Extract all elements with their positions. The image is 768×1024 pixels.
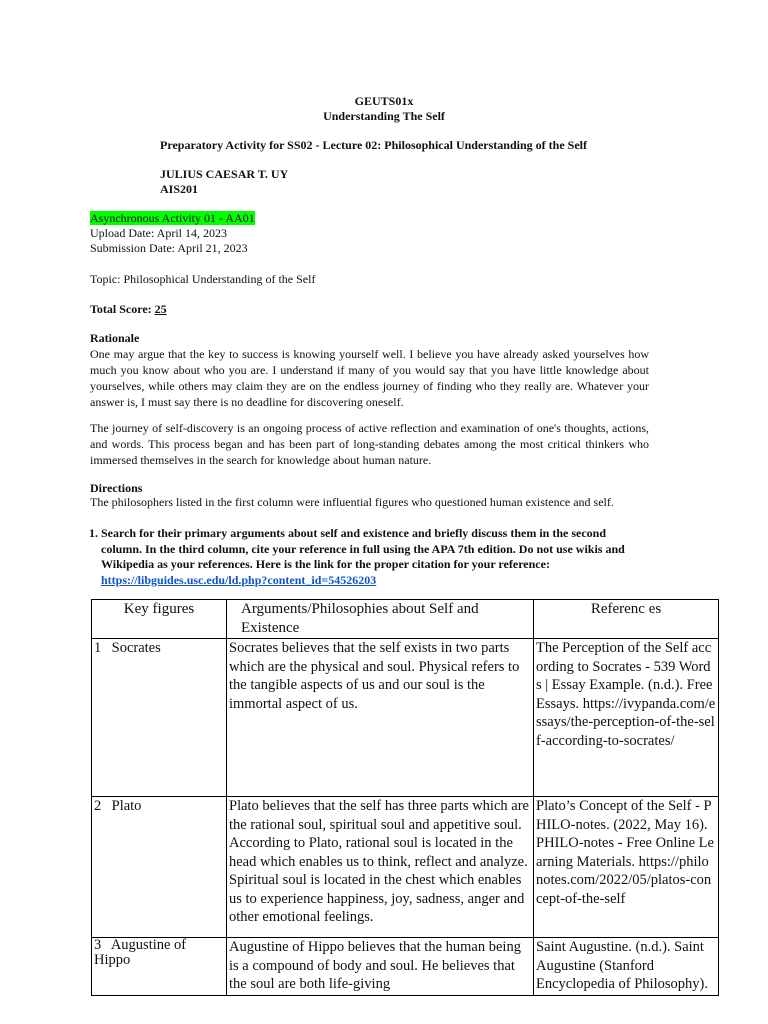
course-code: GEUTS01x [354,94,414,108]
submission-date: Submission Date: April 21, 2023 [90,241,248,255]
argument-cell[interactable]: Augustine of Hippo believes that the human being is a compound of body and soul. He believes that the soul are both life-giving [227,938,534,996]
course-title: Understanding The Self [323,109,445,123]
header-references: Referenc es [534,600,719,639]
task-text: Search for their primary arguments about self and existence and briefly discuss them in the second column. In the third column, cite your reference in full using the APA 7th edition. Do not use wikis and Wikipedia as your references. Here is the link for the proper citation for your reference: [101,526,625,571]
activity-label-highlight: Asynchronous Activity 01 - AA01 [90,211,255,225]
rationale-paragraph-2: The journey of self-discovery is an ongoing process of active reflection and examination of one's thoughts, actions, and words. This process began and has been part of long-standing debates among the most critical thinkers who immersed themselves in the search for knowledge about human nature. [90,421,649,467]
row-number: 2 [94,798,102,814]
reference-cell[interactable]: Plato’s Concept of the Self - PHILO-notes. (2022, May 16). PHILO-notes - Free Online Learning Materials. https://philonotes.com/2022/05/platos-concept-of-the-self [534,797,719,938]
figure-name: Plato [111,798,142,814]
activity-label [90,211,255,226]
row-number: 3 [94,937,102,953]
student-section: AIS201 [160,182,199,196]
student-name: JULIUS CAESAR T. UY [160,167,289,181]
table-row [92,797,719,938]
philosophers-table [91,599,719,996]
figure-name: Socrates [111,640,161,656]
total-score [90,302,167,317]
total-score-label: Total Score: [90,302,155,316]
figure-cell [92,639,227,797]
figure-name: Augustine of Hippo [94,937,187,968]
figure-cell [92,938,227,996]
directions-heading: Directions [90,481,143,495]
reference-cell[interactable]: The Perception of the Self according to Socrates - 539 Words | Essay Example. (n.d.). Free Essays. https://ivypanda.com/essays/the-perception-of-the-self-according-to-socrates/ [534,639,719,797]
argument-cell[interactable]: Socrates believes that the self exists in two parts which are the physical and soul. Physical refers to the tangible aspects of us and our soul is the immortal aspect of us. [227,639,534,797]
task-instructions [101,526,646,588]
reference-cell[interactable]: Saint Augustine. (n.d.). Saint Augustine (Stanford Encyclopedia of Philosophy). [534,938,719,996]
rationale-paragraph-1: One may argue that the key to success is knowing yourself well. I believe you have already asked yourselves how much you know about who you are. I understand if many of you would say that you have little knowledge about yourselves, while others may claim they are on the endless journey of finding who they really are. Whatever your answer is, I must say there is no deadline for discovering oneself. [90,347,649,409]
figure-cell [92,797,227,938]
rationale-heading: Rationale [90,331,140,345]
citation-guide-link[interactable]: https://libguides.usc.edu/ld.php?content_id=54526203 [101,572,377,587]
table-header-row [92,600,719,639]
directions-intro: The philosophers listed in the first column were influential figures who questioned human existence and self. [90,495,614,509]
header-arguments: Arguments/Philosophies about Self and Existence [227,600,534,639]
total-score-value: 25 [154,302,167,316]
row-number: 1 [94,640,102,656]
activity-title: Preparatory Activity for SS02 - Lecture 02: Philosophical Understanding of the Self [160,138,587,152]
argument-cell[interactable]: Plato believes that the self has three parts which are the rational soul, spiritual soul and appetitive soul. According to Plato, rational soul is located in the head which enables us to think, reflect and analyze. Spiritual soul is located in the chest which enables us to experience happiness, joy, sadness, anger and other emotional feelings. [227,797,534,938]
table-row [92,639,719,797]
header-key-figures: Key figures [92,600,227,639]
upload-date: Upload Date: April 14, 2023 [90,226,227,240]
table-row [92,938,719,996]
task-number: 1. [89,526,98,540]
topic: Topic: Philosophical Understanding of the Self [90,272,316,286]
